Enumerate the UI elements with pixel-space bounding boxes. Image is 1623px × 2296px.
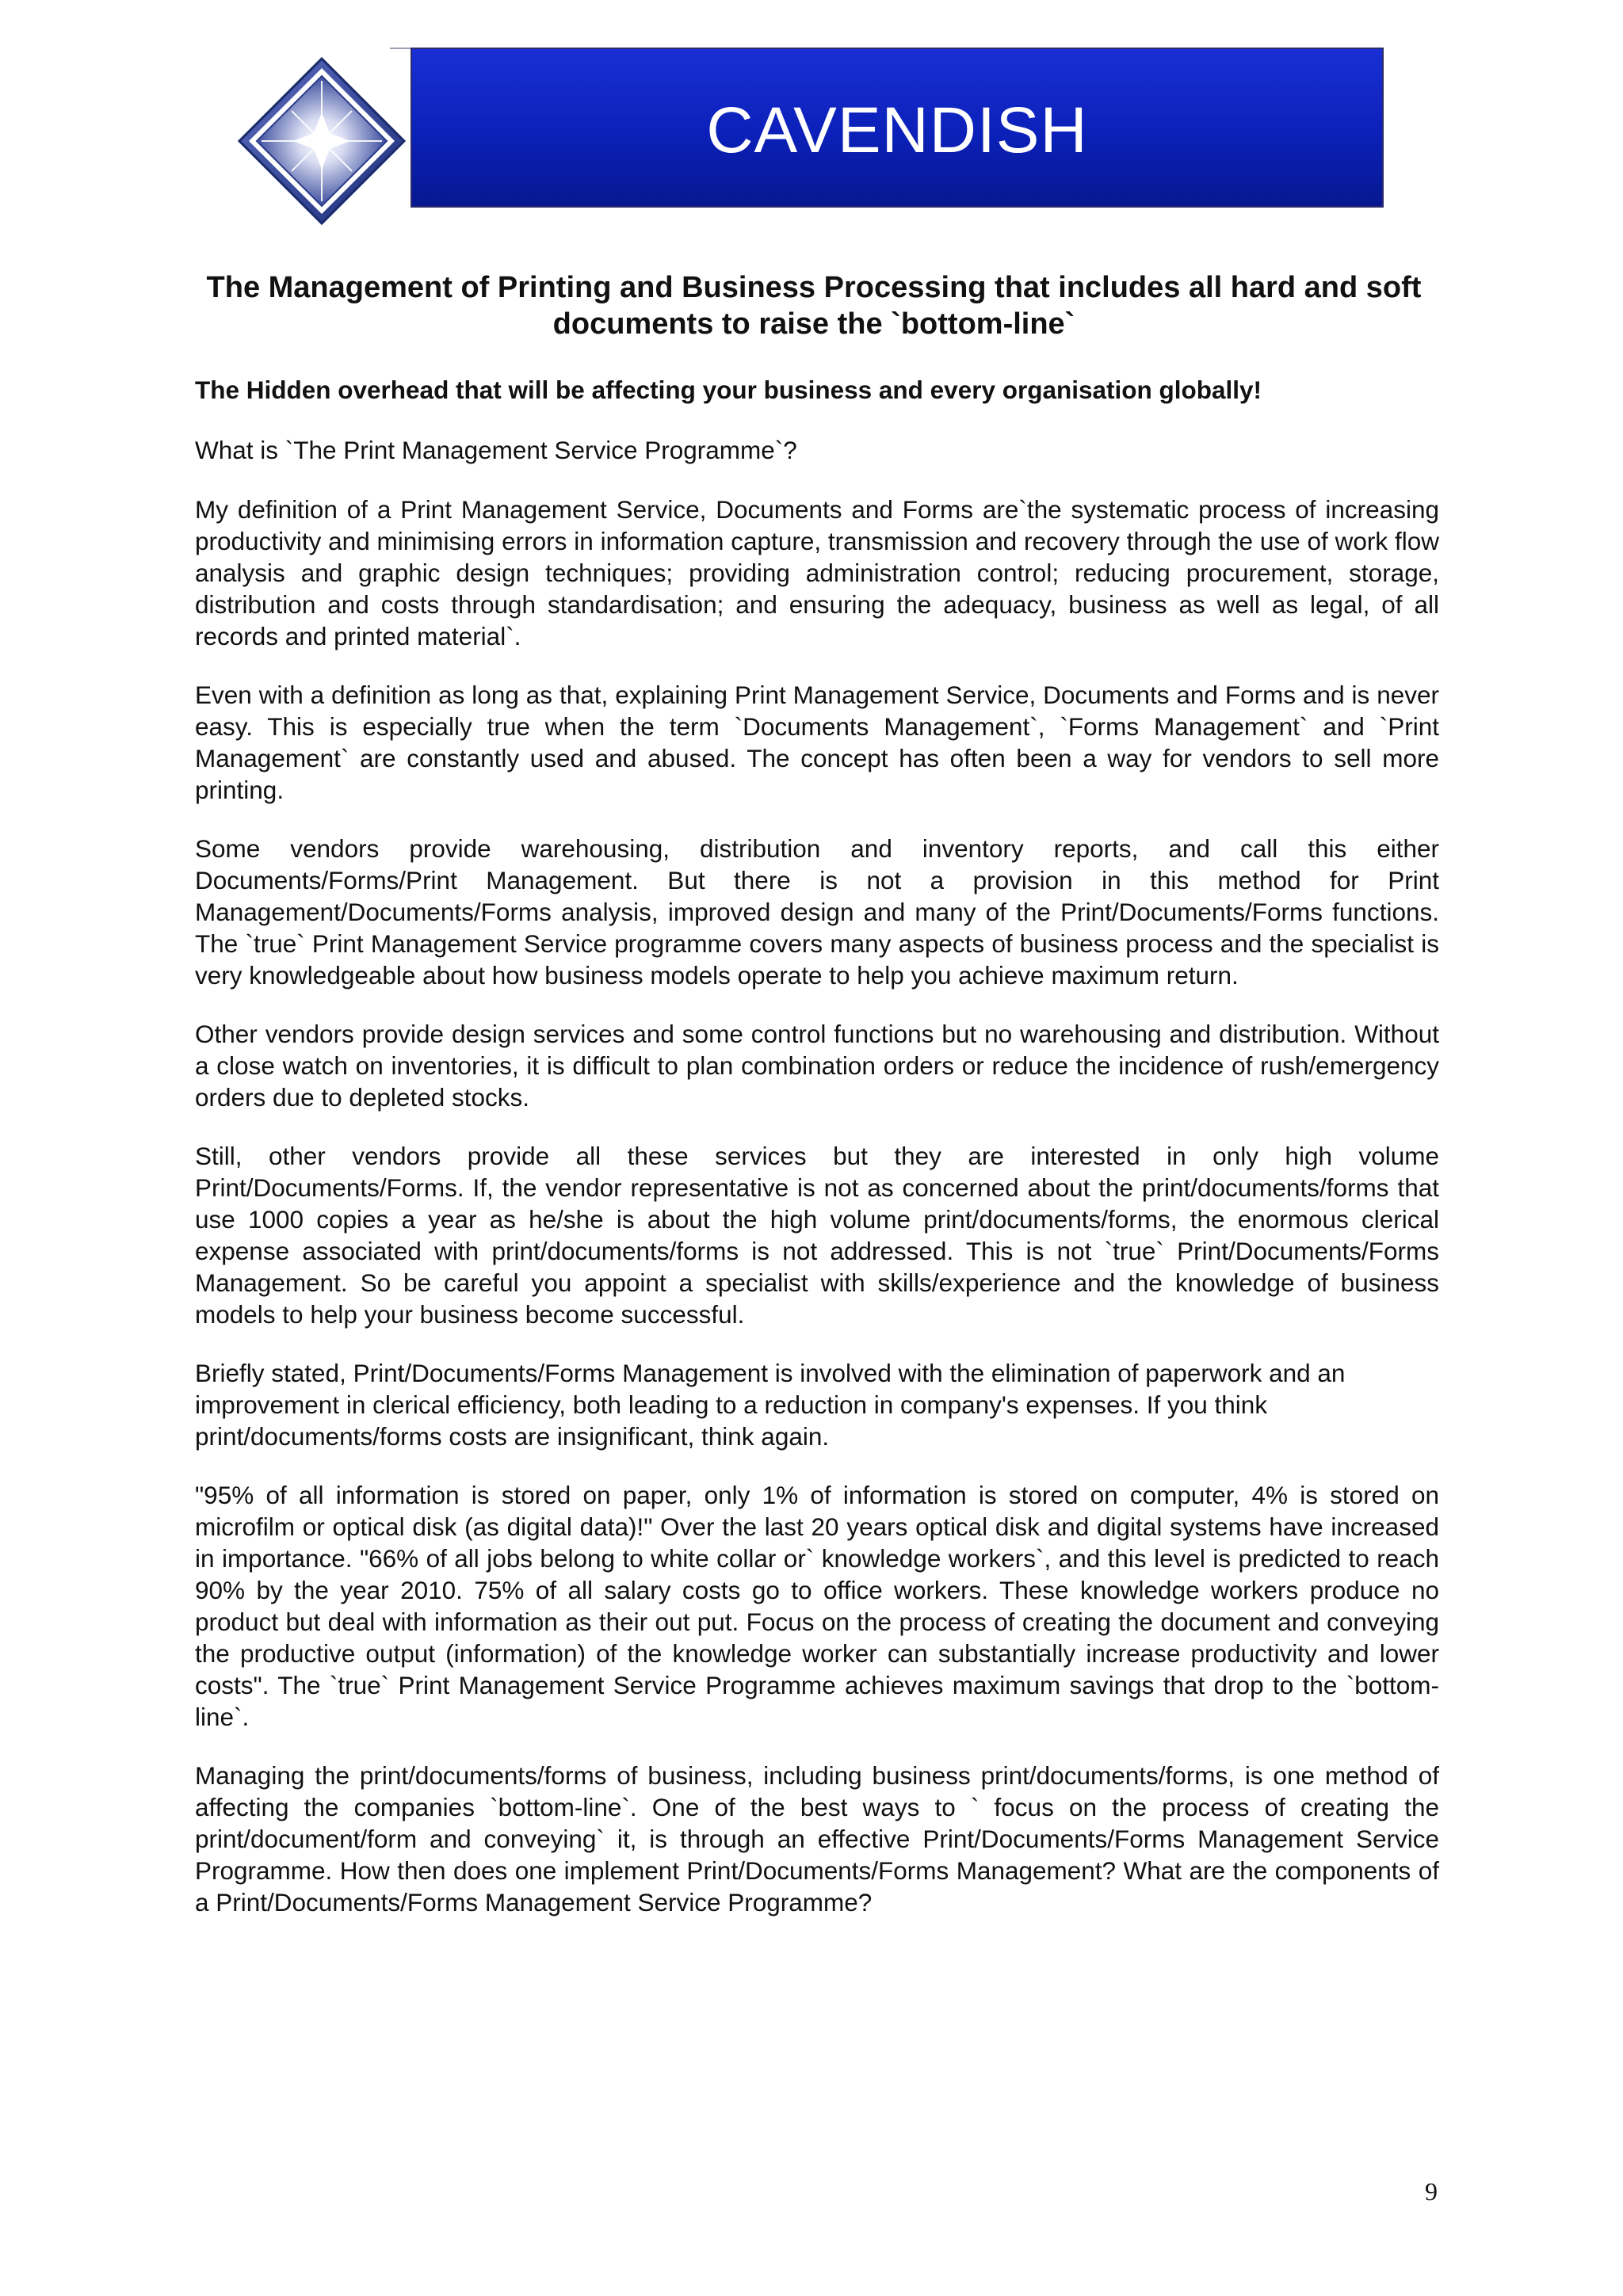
company-logo — [238, 57, 406, 225]
banner-edge-line — [390, 48, 411, 49]
paragraph-still-other-vendors: Still, other vendors provide all these services but they are interested in only high volume Print/Documents/Forms. If, the vendor representative is not as concerned about the print/documents/forms that use 1000 copies a year as he/she is about the high volume print/documents/forms, the enormous clerical expense associated with print/documents/forms is not addressed. This is not `true` Print/Documents/Forms Management. So be careful you appoint a specialist with skills/experience and the knowledge of business models to help your business become successful. — [195, 1142, 1439, 1329]
page-number: 9 — [1425, 2177, 1438, 2206]
paragraph-other-vendors: Other vendors provide design services and some control functions but no warehousing and distribution. Without a close watch on inventories, it is difficult to plan combination orders or reduce the incidence of rush/emergency orders due to depleted stocks. — [195, 1020, 1439, 1112]
paragraph-some-vendors: Some vendors provide warehousing, distribution and inventory reports, and call this either Documents/Forms/Print Management. But there is not a provision in this method for Print Management/Documents/Forms analysis, improved design and many of the Print/Documents/Forms functions. The `true` Print Management Service programme covers many aspects of business process and the specialist is very knowledgeable about how business models operate to help you achieve maximum return. — [195, 834, 1439, 990]
paragraph-briefly-stated: Briefly stated, Print/Documents/Forms Management is involved with the elimination of paperwork and an improvement in clerical efficiency, both leading to a reduction in company's expenses. If you think print/documents/forms costs are insignificant, think again. — [195, 1359, 1346, 1451]
paragraph-managing: Managing the print/documents/forms of business, including business print/documents/forms, is one method of affecting the companies `bottom-line`. One of the best ways to ` focus on the process of creating the print/document/form and conveying` it, is through an effective Print/Documents/Forms Management Service Programme. How then does one implement Print/Documents/Forms Management? What are the components of a Print/Documents/Forms Management Service Programme? — [195, 1761, 1439, 1917]
paragraph-explaining: Even with a definition as long as that, explaining Print Management Service, Documents and Forms and is never easy. This is especially true when the term `Documents Management`, `Forms Management` and `Print Management` are constantly used and abused. The concept has often been a way for vendors to sell more printing. — [195, 681, 1439, 804]
document-body — [195, 494, 1439, 1945]
document-title: The Management of Printing and Business Processing that includes all hard and soft documents to raise the `bottom-line` — [206, 271, 1422, 341]
diamond-star-icon — [238, 57, 406, 225]
brand-name: CAVENDISH — [706, 94, 1088, 166]
document-subtitle: The Hidden overhead that will be affecting your business and every organisation globally! — [195, 376, 1262, 404]
paragraph-statistics: "95% of all information is stored on paper, only 1% of information is stored on computer, 4% is stored on microfilm or optical disk (as digital data)!" Over the last 20 years optical disk and digital systems have increased in importance. "66% of all jobs belong to white collar or` knowledge workers`, and this level is predicted to reach 90% by the year 2010. 75% of all salary costs go to office workers. These knowledge workers produce no product but deal with information as their out put. Focus on the process of creating the document and conveying the productive output (information) of the knowledge worker can substantially increase productivity and lower costs". The `true` Print Management Service Programme achieves maximum savings that drop to the `bottom-line`. — [195, 1481, 1439, 1731]
brand-banner — [411, 48, 1384, 208]
intro-question: What is `The Print Management Service Programme`? — [195, 436, 797, 464]
paragraph-definition: My definition of a Print Management Service, Documents and Forms are`the systematic process of increasing productivity and minimising errors in information capture, transmission and recovery through the use of work flow analysis and graphic design techniques; providing administration control; reducing procurement, storage, distribution and costs through standardisation; and ensuring the adequacy, business as well as legal, of all records and printed material`. — [195, 495, 1439, 650]
